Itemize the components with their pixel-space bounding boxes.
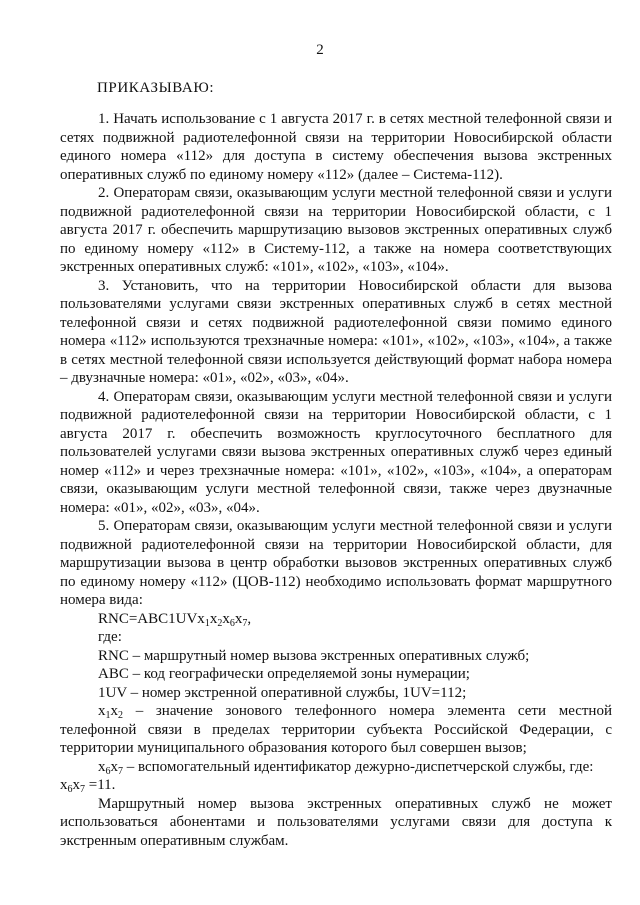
where-label: где: [98,629,122,645]
definition-rnc: RNC – маршрутный номер вызова экстренных оперативных служб; [98,647,530,664]
final-paragraph: Маршрутный номер вызова экстренных оперативных служб не может использоваться абонентами и пользователями услугами связи для доступа к экстренным оперативным службам. [60,795,612,849]
document-body [60,110,612,850]
paragraph-4: 4. Операторам связи, оказывающим услуги местной телефонной связи и услуги подвижной радиотелефонной связи на территории Новосибирской области, с 1 августа 2017 г. обеспечить возможность круглосуточного бесплатного для пользователей услугами связи вызова экстренных оперативных служб через единый номер «112» и через трехзначные номера: «101», «102», «103», «104», а операторам связи, оказывающим услуги местной телефонной связи, также через двузначные номера: «01», «02», «03», «04». [60,388,612,516]
paragraph-2: 2. Операторам связи, оказывающим услуги местной телефонной связи и услуги подвижной радиотелефонной связи на территории Новосибирской области, с 1 августа 2017 г. обеспечить маршрутизацию вызовов экстренных оперативных служб по единому номеру «112» в Систему-112, а также на номера соответствующих экстренных оперативных служб: «101», «102», «103», «104». [60,185,612,275]
paragraph-5: 5. Операторам связи, оказывающим услуги местной телефонной связи и услуги подвижной радиотелефонной связи на территории Новосибирской области, для маршрутизации вызова в центр обработки вызовов экстренных оперативных служб по единому номеру «112» (ЦОВ-112) необходимо использовать формат маршрутного номера вида: [60,518,612,608]
definition-x1x2: $x_1x_2$ – значение зонового телефонного номера элемента сети местной телефонной связи в пределах территории субъекта Российской Федерации, с территории муниципального образования которого был совершен вызов; [60,703,612,756]
definition-uv: 1UV – номер экстренной оперативной службы, 1UV=112; [98,684,467,701]
routing-number-formula: $RNC=ABC1UVx_1x_2x_6x_7$, [98,610,252,629]
definition-abc: ABC – код географически определяемой зоны нумерации; [98,666,470,682]
definition-x6x7-value: $x_6x_7 =11$. [60,777,116,795]
page-number: 2 [316,42,324,58]
paragraph-3: 3. Установить, что на территории Новосибирской области для вызова пользователями услугами связи экстренных оперативных служб в сетях местной телефонной связи и сетях подвижной радиотелефонной связи помимо единого номера «112» используются трехзначные номера: «101», «102», «103», «104», а также в сетях местной телефонной связи используется действующий формат набора номера – двузначные номера: «01», «02», «03», «04». [60,277,612,386]
definition-x6x7: $x_6x_7$ – вспомогательный идентификатор дежурно-диспетчерской службы, где: [98,758,594,777]
paragraph-1: 1. Начать использование с 1 августа 2017 г. в сетях местной телефонной связи и сетях подвижной радиотелефонной связи на территории Новосибирской области единого номера «112» для доступа в систему обеспечения вызова экстренных оперативных служб по единому номеру «112» (далее – Система-112). [60,111,612,183]
order-heading: ПРИКАЗЫВАЮ: [97,80,215,96]
